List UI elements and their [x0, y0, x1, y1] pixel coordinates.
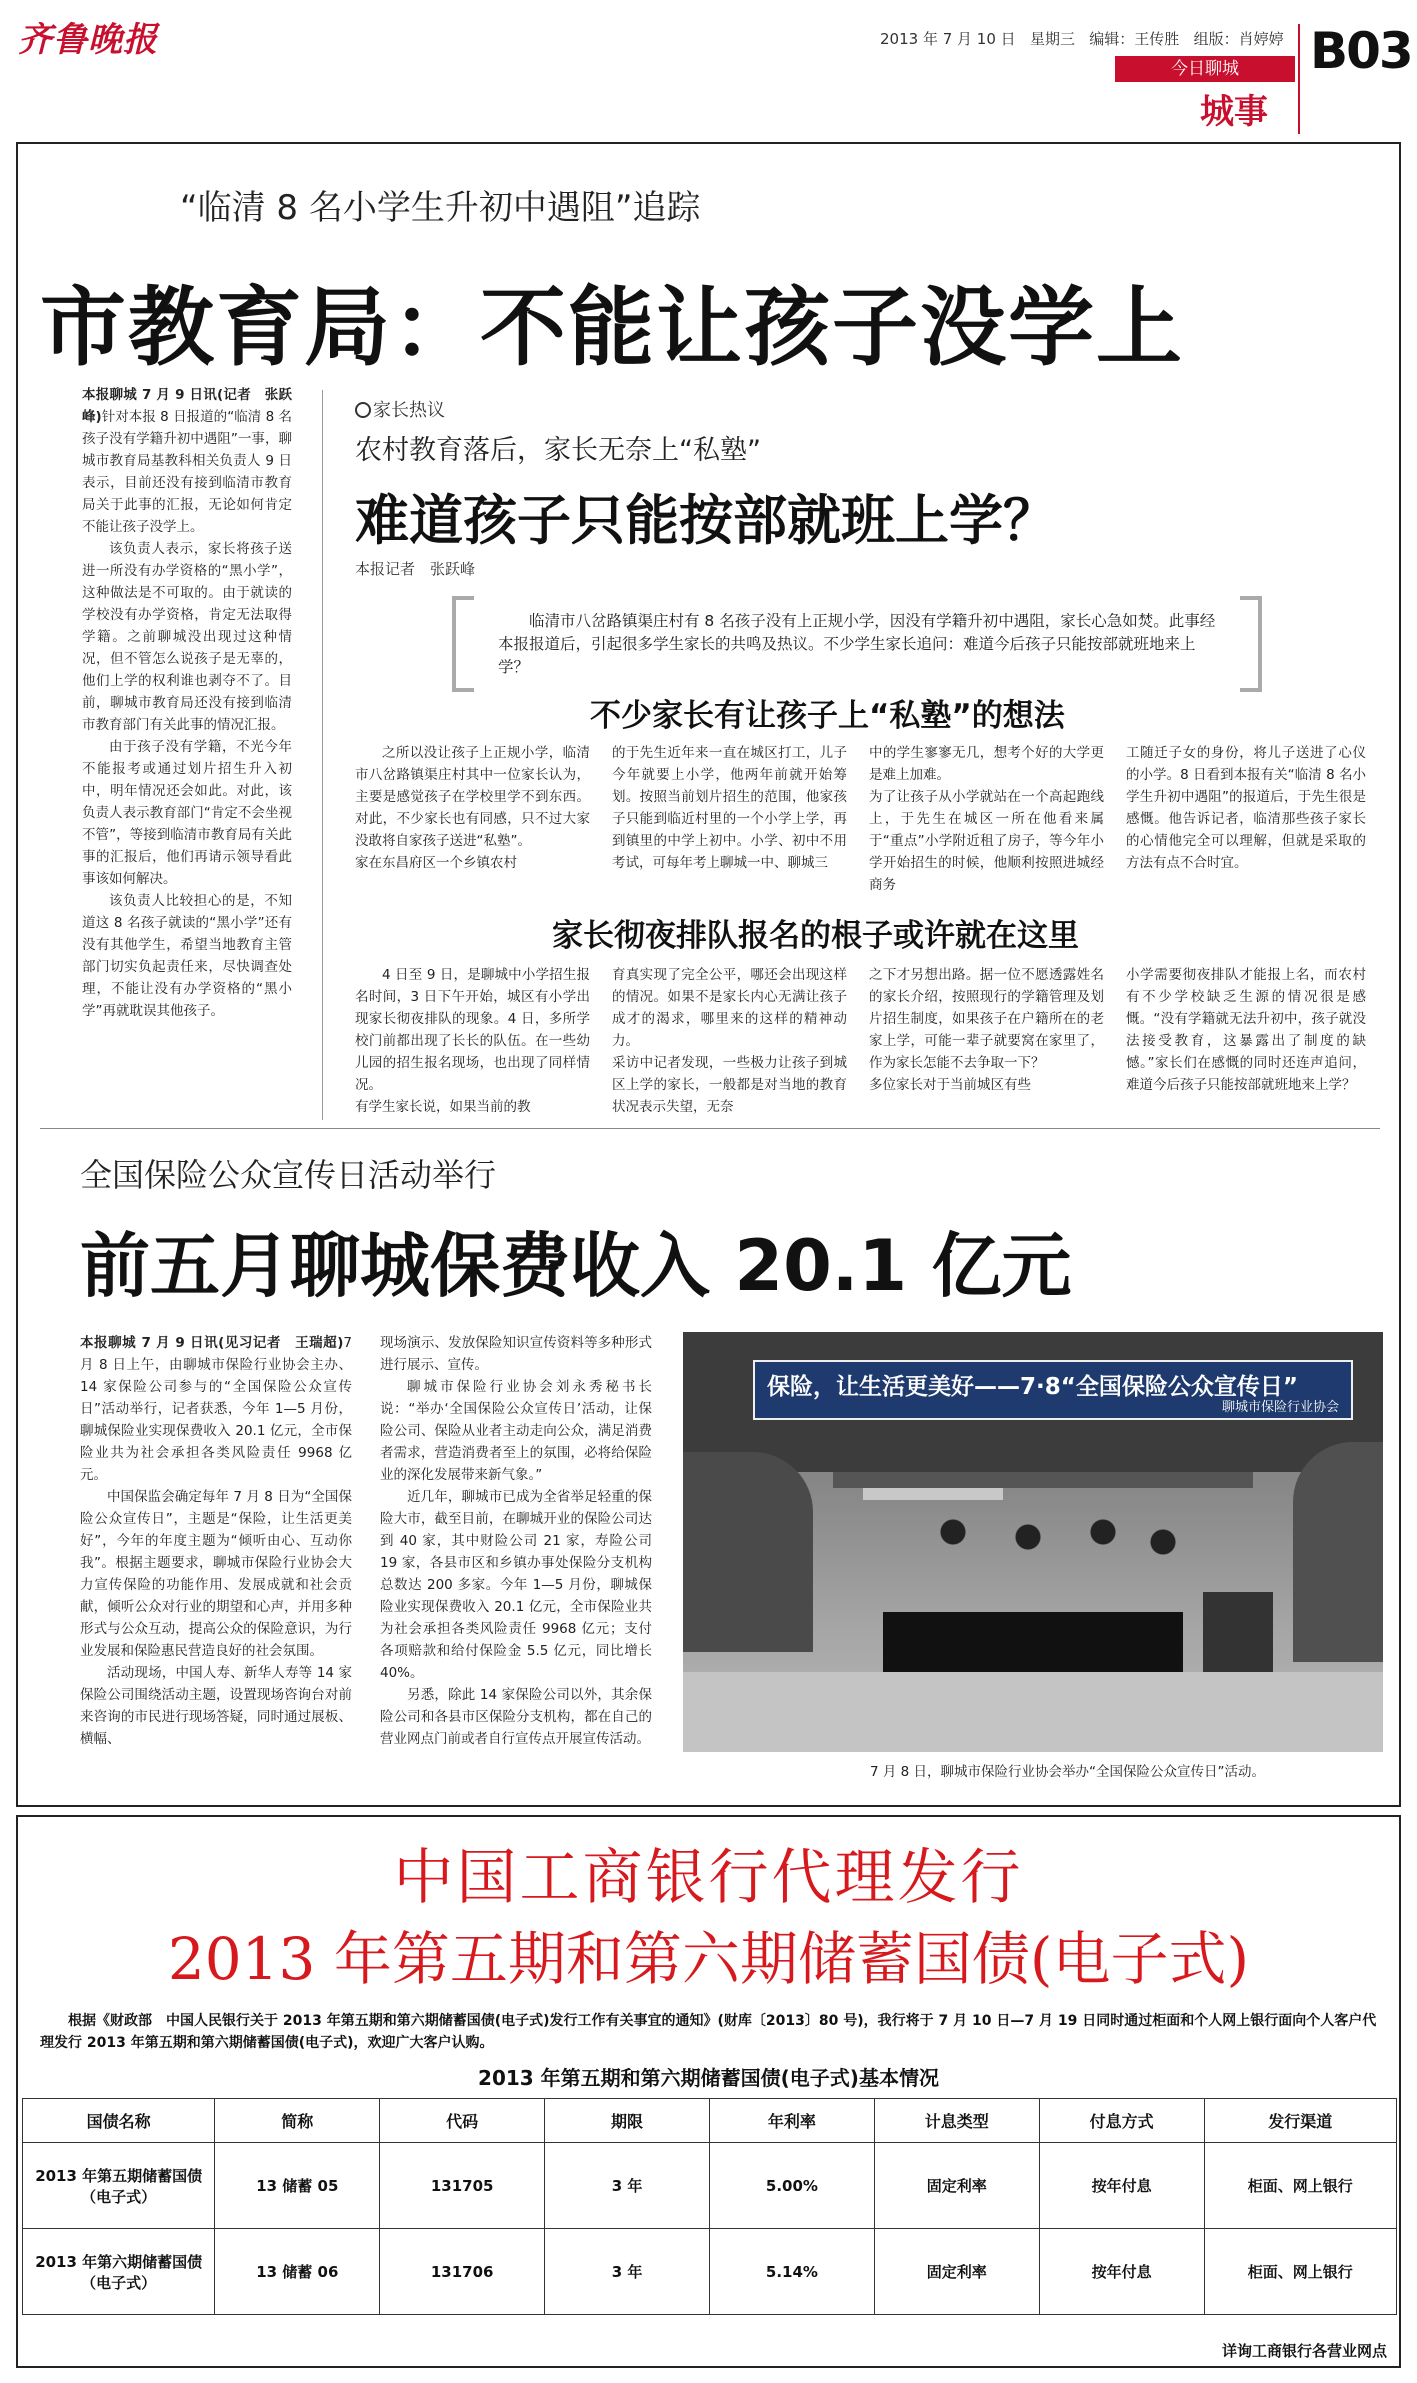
- story2-s1-col: 工随迁子女的身份，将儿子送进了心仪的小学。8 日看到本报有关“临清 8 名小学生升初中遇阻”的报道后，于先生很是感慨。他告诉记者，临清那些孩子家长的心情他完全可以理解，但就是采取的方法有点不合时宜。: [1126, 745, 1366, 871]
- table-cell: 2013 年第六期储蓄国债（电子式）: [23, 2229, 215, 2315]
- bond-table: [22, 2098, 1397, 2315]
- story3-para: 中国保监会确定每年 7 月 8 日为“全国保险公众宣传日”，主题是“保险，让生活更美好”，今年的年度主题为“倾听由心、互动你我”。根据主题要求，聊城市保险行业协会大力宣传保险的功能作用、发展成就和社会贡献，倾听公众对行业的期望和心声，并用多种形式与公众互动，提高公众的保险意识，为行业发展和保险惠民营造良好的社会氛围。: [80, 1489, 352, 1659]
- story2-s1-col: 中的学生寥寥无几，想考个好的大学更是难上加难。 为了让孩子从小学就站在一个高起跑线上，于先生在城区一所在他看来属于“重点”小学附近租了房子，等今年小学开始招生的时候，他顺利按照进城经商务: [869, 745, 1104, 893]
- story2-lead: 临清市八岔路镇渠庄村有 8 名孩子没有上正规小学，因没有学籍升初中遇阻，家长心急如焚。此事经本报报道后，引起很多学生家长的共鸣及热议。不少学生家长追问：难道今后孩子只能按部就班地来上学？: [498, 612, 1216, 676]
- table-cell: 按年付息: [1039, 2229, 1204, 2315]
- col-header: 付息方式: [1039, 2099, 1204, 2143]
- story1-kicker: “临清 8 名小学生升初中遇阻”追踪: [180, 188, 701, 228]
- story2-byline: 本报记者 张跃峰: [355, 560, 476, 578]
- story3-col2-first: 现场演示、发放保险知识宣传资料等多种形式进行展示、宣传。: [380, 1335, 652, 1373]
- story2-headline: 难道孩子只能按部就班上学？: [355, 489, 1057, 552]
- photo-trees: [1293, 1442, 1383, 1662]
- photo-ground: [683, 1672, 1383, 1752]
- story3-para: 聊城市保险行业协会刘永秀秘书长说：“举办‘全国保险公众宣传日’活动，让保险公司、保险从业者主动走向公众，满足消费者需求，营造消费者至上的氛围，必将给保险业的深化发展带来新气象。”: [380, 1379, 652, 1483]
- story1-para: 该负责人比较担心的是，不知道这 8 名孩子就读的“黑小学”还有没有其他学生，希望当地教育主管部门切实负起责任来，尽快调查处理，不能让没有办学资格的“黑小学”再就耽误其他孩子。: [82, 893, 292, 1019]
- photo-banner-org: 聊城市保险行业协会: [1221, 1400, 1339, 1415]
- table-cell: 131706: [380, 2229, 545, 2315]
- table-cell: 固定利率: [874, 2143, 1039, 2229]
- ad-title-2: 2013 年第五期和第六期储蓄国债(电子式): [167, 1925, 1250, 1993]
- photo-people: [893, 1502, 1193, 1602]
- lead-bracket-left: [452, 596, 474, 692]
- story2-s2-col: 小学需要彻夜排队才能报上名，而农村有不少学校缺乏生源的情况很是感慨。“没有学籍就无法升初中，孩子就没法接受教育，这暴露出了制度的缺憾。”家长们在感慨的同时还连声追问，难道今后孩子只能按部就班地来上学？: [1126, 967, 1366, 1093]
- story2-section2-title: 家长彻夜排队报名的根子或许就在这里: [552, 918, 1079, 954]
- story2-s1-col: 之所以没让孩子上正规小学，临清市八岔路镇渠庄村其中一位家长认为，主要是感觉孩子在学校里学不到东西。对此，不少家长也有同感，只不过大家没敢将自家孩子送进“私塾”。 家在东昌府区一个乡镇农村: [355, 745, 590, 871]
- story3-dateline: 本报聊城 7 月 9 日讯(见习记者 王瑞超): [80, 1335, 344, 1351]
- table-cell: 5.14%: [709, 2229, 874, 2315]
- weekday: 星期三: [1029, 30, 1075, 48]
- story1-para: 由于孩子没有学籍，不光今年不能报考或通过划片招生升入初中，明年情况还会如此。对此，该负责人表示教育部门“肯定不会坐视不管”，等接到临清市教育局有关此事的汇报后，他们再请示领导看此事该如何解决。: [82, 739, 292, 887]
- story3-kicker: 全国保险公众宣传日活动举行: [80, 1156, 497, 1194]
- layout-editor: 组版：肖婷婷: [1193, 30, 1284, 48]
- story1-dateline: 本报聊城 7 月 9 日讯(记者 张跃峰): [82, 387, 292, 425]
- section-name: 城事: [1200, 92, 1268, 132]
- story2-tag-text: 家长热议: [373, 400, 445, 421]
- photo-trees: [683, 1452, 813, 1652]
- table-cell: 柜面、网上银行: [1204, 2229, 1396, 2315]
- table-row: [23, 2229, 1397, 2315]
- story2-s2-col: 育真实现了完全公平，哪还会出现这样的情况。如果不是家长内心无满让孩子成才的渴求，哪里来的这样的精神动力。 采访中记者发现，一些极力让孩子到城区上学的家长，一般都是对当地的教育状况表示失望，无奈: [612, 967, 847, 1114]
- story1-text: [82, 384, 292, 1124]
- page-number: B03: [1310, 22, 1412, 80]
- event-photo: [683, 1332, 1383, 1752]
- photo-bins: [1203, 1592, 1273, 1672]
- table-cell: 5.00%: [709, 2143, 874, 2229]
- story2-subhead: 农村教育落后，家长无奈上“私塾”: [355, 435, 761, 466]
- table-row: [23, 2143, 1397, 2229]
- story2-tag-icon: [355, 402, 371, 418]
- photo-caption: 7 月 8 日，聊城市保险行业协会举办“全国保险公众宣传日”活动。: [870, 1764, 1266, 1780]
- story2-s1-col: 的于先生近年来一直在城区打工，儿子今年就要上小学，他两年前就开始筹划。按照当前划片招生的范围，他家孩子只能到临近村里的一个小学上学，再到镇里的中学上初中。小学、初中不用考试，可每年考上聊城一中、聊城三: [612, 745, 847, 871]
- story3-para: 活动现场，中国人寿、新华人寿等 14 家保险公司围绕活动主题，设置现场咨询台对前来咨询的市民进行现场答疑，同时通过展板、横幅、: [80, 1665, 352, 1747]
- date-line: [880, 28, 1284, 49]
- paper-logo: 齐鲁晚报: [18, 20, 158, 60]
- story3-headline: 前五月聊城保费收入 20.1 亿元: [80, 1225, 1072, 1307]
- col-header: 国债名称: [23, 2099, 215, 2143]
- table-cell: 131705: [380, 2143, 545, 2229]
- col-header: 期限: [545, 2099, 710, 2143]
- story1-headline: 市教育局：不能让孩子没学上: [40, 278, 1184, 378]
- col-header: 年利率: [709, 2099, 874, 2143]
- date: 2013 年 7 月 10 日: [880, 30, 1016, 48]
- col-header: 代码: [380, 2099, 545, 2143]
- ad-footer: 详询工商银行各营业网点: [1221, 2342, 1387, 2360]
- photo-banner-text: 保险，让生活更美好——7·8“全国保险公众宣传日”: [767, 1374, 1298, 1400]
- table-cell: 13 储蓄 05: [215, 2143, 380, 2229]
- col-header: 计息类型: [874, 2099, 1039, 2143]
- lead-bracket-right: [1240, 596, 1262, 692]
- col-header: 简称: [215, 2099, 380, 2143]
- story3-col1: [80, 1332, 352, 1788]
- table-cell: 2013 年第五期储蓄国债（电子式）: [23, 2143, 215, 2229]
- table-cell: 3 年: [545, 2143, 710, 2229]
- story1-divider: [322, 390, 323, 1120]
- story2-s2-col: 4 日至 9 日，是聊城中小学招生报名时间，3 日下午开始，城区有小学出现家长彻夜排队的现象。4 日，多所学校门前都出现了长长的队伍。在一些幼儿园的招生报名现场，也出现了同样情况。 有学生家长说，如果当前的教: [355, 967, 590, 1114]
- ad-title-1: 中国工商银行代理发行: [393, 1843, 1024, 1913]
- story3-first-para: 7 月 8 日上午，由聊城市保险行业协会主办、14 家保险公司参与的“全国保险公众宣传日”活动举行，记者获悉，今年 1—5 月份，聊城保险业实现保费收入 20.1 亿元，全市保险业共为社会承担各类风险责任 9968 亿元。: [80, 1335, 352, 1483]
- story1-first-para: 针对本报 8 日报道的“临清 8 名孩子没有学籍升初中遇阻”一事，聊城市教育局基教科相关负责人 9 日表示，目前还没有接到临清市教育局关于此事的汇报，无论如何肯定不能让孩子没学上。: [82, 409, 292, 535]
- table-cell: 按年付息: [1039, 2143, 1204, 2229]
- story3-para: 另悉，除此 14 家保险公司以外，其余保险公司和各县市区保险分支机构，都在自己的营业网点门前或者自行宣传点开展宣传活动。: [380, 1687, 652, 1747]
- masthead-divider: [1298, 24, 1300, 134]
- section-tag: 今日聊城: [1115, 56, 1295, 82]
- col-header: 发行渠道: [1204, 2099, 1396, 2143]
- story-divider: [40, 1128, 1380, 1129]
- story3-col2: [380, 1332, 652, 1788]
- photo-display-board: [863, 1488, 1003, 1500]
- ad-table-title: 2013 年第五期和第六期储蓄国债(电子式)基本情况: [478, 2066, 939, 2090]
- photo-tent: [833, 1472, 1253, 1488]
- bond-table-header: [23, 2099, 1397, 2143]
- photo-banner: [753, 1360, 1353, 1420]
- ad-intro: 根据《财政部 中国人民银行关于 2013 年第五期和第六期储蓄国债(电子式)发行工作有关事宜的通知》(财库〔2013〕80 号)，我行将于 7 月 10 日—7 月 19 日同时通过柜面和个人网上银行面向个人客户代理发行 2013 年第五期和第六期储蓄国债(电子式)，欢迎广大客户认购。: [40, 2013, 1377, 2051]
- table-cell: 3 年: [545, 2229, 710, 2315]
- table-cell: 13 储蓄 06: [215, 2229, 380, 2315]
- story2-section1-title: 不少家长有让孩子上“私塾”的想法: [590, 698, 1065, 734]
- story2-tag: [355, 396, 445, 422]
- editor: 编辑：王传胜: [1089, 30, 1180, 48]
- bond-table-wrap: [22, 2098, 1397, 2315]
- table-cell: 柜面、网上银行: [1204, 2143, 1396, 2229]
- story1-para: 该负责人表示，家长将孩子送进一所没有办学资格的“黑小学”，这种做法是不可取的。由于就读的学校没有办学资格，肯定无法取得学籍。之前聊城没出现过这种情况，但不管怎么说孩子是无辜的，他们上学的权利谁也剥夺不了。目前，聊城市教育局还没有接到临清市教育部门有关此事的情况汇报。: [82, 541, 292, 733]
- story3-para: 近几年，聊城市已成为全省举足轻重的保险大市，截至目前，在聊城开业的保险公司达到 40 家，其中财险公司 21 家，寿险公司 19 家，各县市区和乡镇办事处保险分支机构总数达 200 多家。今年 1—5 月份，聊城保险业实现保费收入 20.1 亿元，全市保险业共为社会承担各类风险责任 9968 亿元；支付各项赔款和给付保险金 5.5 亿元，同比增长 40%。: [380, 1489, 652, 1681]
- table-cell: 固定利率: [874, 2229, 1039, 2315]
- story2-s2-col: 之下才另想出路。据一位不愿透露姓名的家长介绍，按照现行的学籍管理及划片招生制度，如果孩子在户籍所在的老家上学，可能一辈子就要窝在家里了，作为家长怎能不去争取一下？ 多位家长对于当前城区有些: [869, 967, 1104, 1093]
